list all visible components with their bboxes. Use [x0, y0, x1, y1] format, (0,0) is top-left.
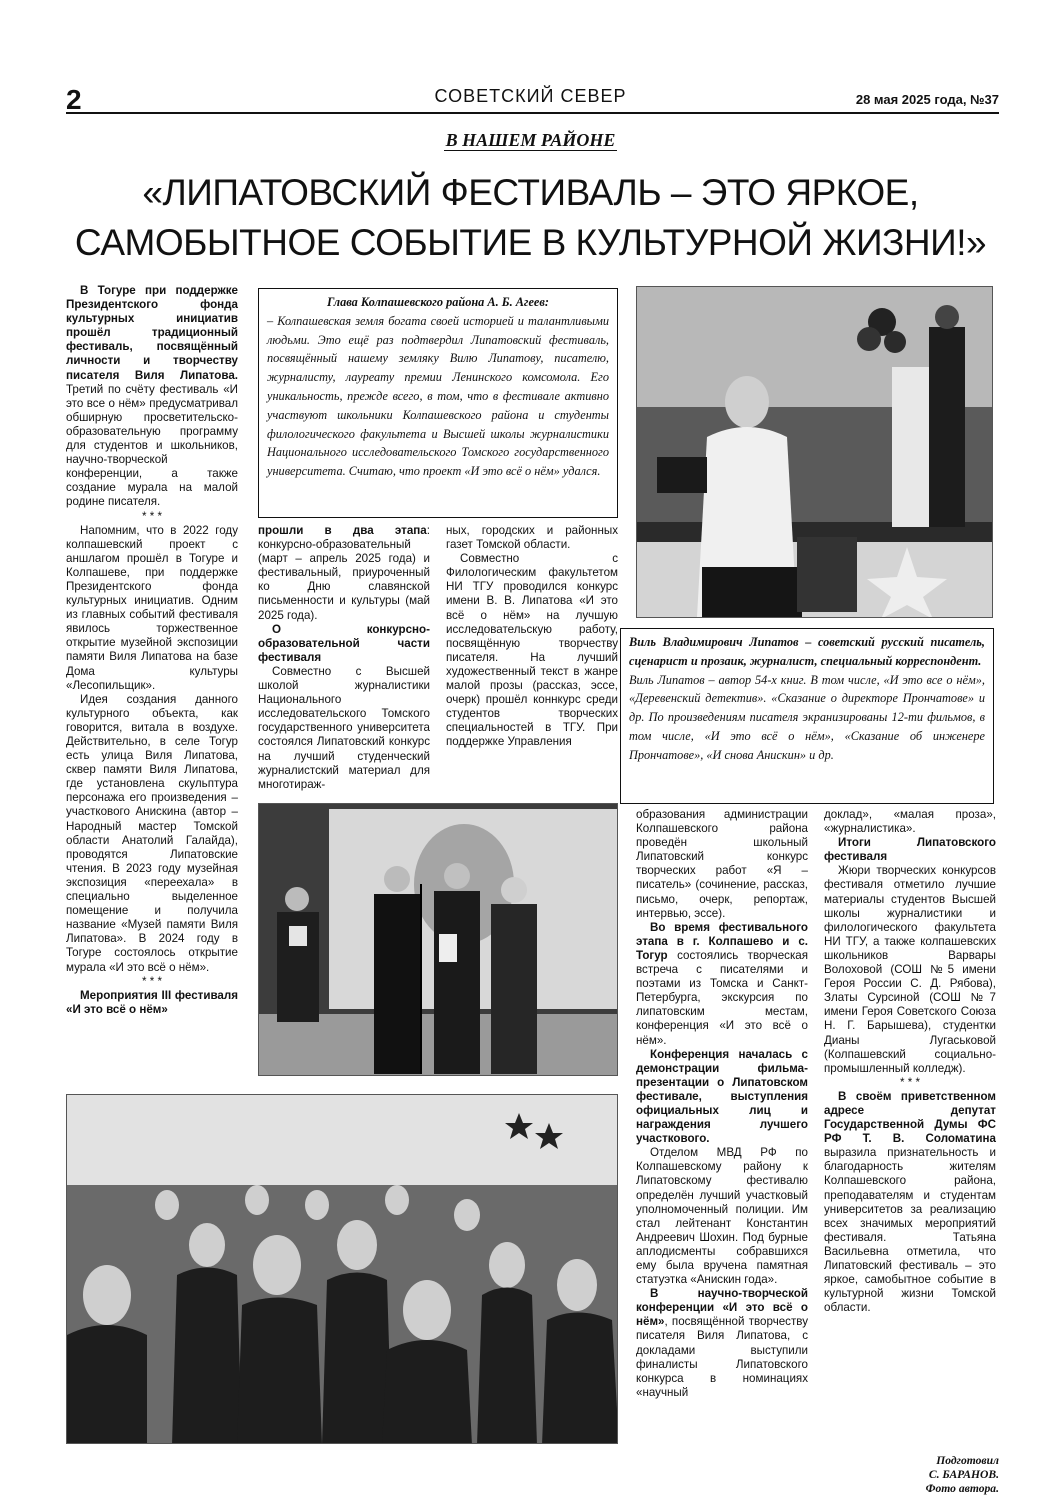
- credit-author-name: С. БАРАНОВ.: [928, 1468, 999, 1481]
- paragraph: [636, 1287, 808, 1400]
- photo-ceremony-image: [259, 804, 618, 1076]
- paragraph-bold-lead: Во время фестивального этапа в г. Колпашево и с. Тогур: [636, 920, 808, 962]
- paragraph: [636, 921, 808, 1048]
- subheading: О конкурсно-образовательной части фестиваля: [258, 622, 430, 664]
- bio-lead: Виль Владимирович Липатов – советский русский писатель, сценарист и прозаик, журналист, специальный корреспондент.: [629, 635, 985, 668]
- author-credit: [926, 1454, 999, 1496]
- paragraph-rest: , посвящённой творчеству писателя Виля Липатова, с докладами выступили финалисты Липатовского конкурса в номинациях «научный: [636, 1315, 808, 1399]
- photo-audience: [66, 1094, 618, 1444]
- biography-box: [620, 628, 994, 804]
- paragraph-rest: состоялись творческая встреча с писателями и поэтами из Томска и Санкт-Петербурга, экскурсия по липатовским местам, конференция «И это всё о нём».: [636, 948, 808, 1047]
- article-column-1: [66, 284, 238, 1017]
- article-column-3: [446, 524, 618, 750]
- credit-photo: Фото автора.: [925, 1482, 999, 1495]
- paragraph: образования администрации Колпашевского района проведён школьный Липатовский конкурс творческих работ «Я – писатель» (сочинение, рассказ, письмо, очерк, репортаж, интервью, эссе).: [636, 808, 808, 920]
- paragraph: [258, 524, 430, 623]
- subheading: Итоги Липатовского фестиваля: [824, 836, 996, 864]
- paragraph: доклад», «малая проза», «журналистика».: [824, 808, 996, 836]
- rubric-text: В НАШЕМ РАЙОНЕ: [445, 130, 616, 150]
- newspaper-name: СОВЕТСКИЙ СЕВЕР: [434, 86, 627, 106]
- paragraph-rest: выразила признательность и благодарность жителям Колпашевского района, преподавателям и студентам университетов за реализацию всех значимых мероприятий фестиваля. Татьяна Васильевна отметила, что Липатовский фестиваль – это яркое, самобытное событие в культурной жизни Томской области.: [824, 1146, 996, 1315]
- paragraph: ных, городских и районных газет Томской области.: [446, 524, 618, 552]
- article-column-5: [824, 808, 996, 1315]
- intro-bold: В Тогуре при поддержке Президентского фонда культурных инициатив прошёл традиционный фестиваль, посвящённый личности и творчеству писателя Виля Липатова.: [66, 284, 238, 382]
- section-rubric: [0, 130, 1061, 151]
- paragraph: Совместно с Филологическим факультетом НИ ТГУ проводился конкурс имени В. В. Липатова «И это всё о нём» на лучшую исследовательскую работу, посвящённую творчеству писателя. На лучший художественный текст в жанре малой прозы (рассказ, эссе, очерк) прошёл коннкурс среди студентов творческих специальностей в ТГУ. При поддержке Управления: [446, 552, 618, 749]
- intro-paragraph: [66, 284, 238, 510]
- paragraph: Идея создания данного культурного объекта, как говорится, витала в воздухе. Действительно, в селе Тогур есть улица Виля Липатова, сквер памяти Виля Липатова, где установлена скульптура персонажа его произведения – участкового Анискина (автор – Народный мастер Томской области Анатолий Галайда), проводятся Липатовские чтения. В 2023 году музейная экспозиция «переехала» в специально выделенное помещение и получила название «Музей памяти Виля Липатова». В 2024 году в Тогуре состоялось открытие мурала «И это всё о нём».: [66, 692, 238, 974]
- quote-author: Глава Колпашевского района А. Б. Агеев:: [327, 295, 549, 309]
- intro-rest: Третий по счёту фестиваль «И это все о нём» предусматривал обширную просветительско-образовательную программу для студентов и школьников, научно-творческой конференции, а также создание мурала на малой родине писателя.: [66, 382, 238, 509]
- photo-award-ceremony: [258, 803, 618, 1076]
- page-number: 2: [66, 84, 82, 115]
- paragraph-bold: Конференция началась с демонстрации фильма-презентации о Липатовском фестивале, выступления официальных лиц и награждения лучшего участкового.: [636, 1047, 808, 1146]
- photo-speaker-at-podium: [636, 286, 993, 618]
- separator-stars: * * *: [900, 1075, 920, 1089]
- issue-date: 28 мая 2025 года, №37: [855, 92, 999, 107]
- paragraph: Жюри творческих конкурсов фестиваля отметило лучшие материалы студентов Высшей школы журналистики и филологического факультета НИ ТГУ, а также колпашевских школьников Варвары Волоховой (СОШ №5 имени Героя России С. Д. Рябова), Златы Сурсиной (СОШ №7 имени Героя Советского Союза Н. Г. Барышева), студентки Дианы Лугаськовой (Колпашевский социально-промышленный колледж).: [824, 864, 996, 1075]
- article-column-4: [636, 808, 808, 1400]
- paragraph-bold: Мероприятия III фестиваля «И это всё о нём»: [66, 988, 238, 1016]
- paragraph: Отделом МВД РФ по Колпашевскому району к Липатовскому фестивалю определён лучший участковый уполномоченный полиции. Им стал лейтенант Константин Андреевич Шохин. Под бурные аплодисменты собравшихся ему была вручена памятная статуэтка «Анискин года».: [636, 1146, 808, 1287]
- article-headline: «ЛИПАТОВСКИЙ ФЕСТИВАЛЬ – ЭТО ЯРКОЕ, САМОБЫТНОЕ СОБЫТИЕ В КУЛЬТУРНОЙ ЖИЗНИ!»: [74, 172, 987, 263]
- quote-text: – Колпашевская земля богата своей историей и талантливыми людьми. Это ещё раз подтвердил Липатовский фестиваль, посвящённый нашему земляку Вилю Липатову, писателю, журналисту, лауреату премии Ленинского комсомола. Его уникальность, прежде всего, в том, что в фестивале активно участвуют школьники Колпашевского района и студенты филологического факультета и Высшей школы журналистики Национального исследовательского Томского государственного университета. Считаю, что проект «И это всё о нём» удался.: [267, 313, 609, 479]
- paragraph-bold-lead: В своём приветственном адресе депутат Государственной Думы ФС РФ Т. В. Соломатина: [824, 1089, 996, 1146]
- paragraph: Совместно с Высшей школой журналистики Национального исследовательского Томского государственного университета состоялся Липатовский конкурс на лучший студенческий журналистский материал для многотираж-: [258, 664, 430, 791]
- paragraph-bold-lead: В научно-творческой конференции «И это всё о нём»: [636, 1287, 808, 1329]
- separator-stars: * * *: [142, 509, 162, 523]
- separator-stars: * * *: [142, 974, 162, 988]
- header-rule: [66, 112, 999, 114]
- article-column-2: [258, 524, 430, 792]
- bio-text: Виль Липатов – автор 54-х книг. В том числе, «И это все о нём», «Деревенский детектив». «Сказание о директоре Прончатове» и др. По произведениям писателя экранизированы 12-ти фильмов, в том числе, «И это всё о нём», «Сказание об инженере Прончатове», «И снова Анискин» и др.: [629, 672, 985, 762]
- photo-speaker-image: [637, 287, 993, 618]
- paragraph: Напомним, что в 2022 году колпашевский проект с аншлагом прошёл в Тогуре и Колпашеве, при поддержке Президентского фонда культурных инициатив. Одним из главных событий фестиваля явилось торжественное открытие музейной экспозиции памяти Виля Липатова на базе Дома культуры «Лесопильщик».: [66, 523, 238, 692]
- photo-audience-image: [67, 1095, 618, 1444]
- paragraph: [824, 1090, 996, 1316]
- paragraph-bold-lead: прошли в два этапа: [258, 524, 427, 537]
- paragraph-rest: : конкурсно-образовательный (март – апрель 2025 года) и фестивальный, приуроченный ко Дню славянской письменности и культуры (май 2025 года).: [258, 524, 430, 622]
- quote-box: [258, 288, 618, 518]
- credit-prepared-by: Подготовил: [936, 1454, 999, 1467]
